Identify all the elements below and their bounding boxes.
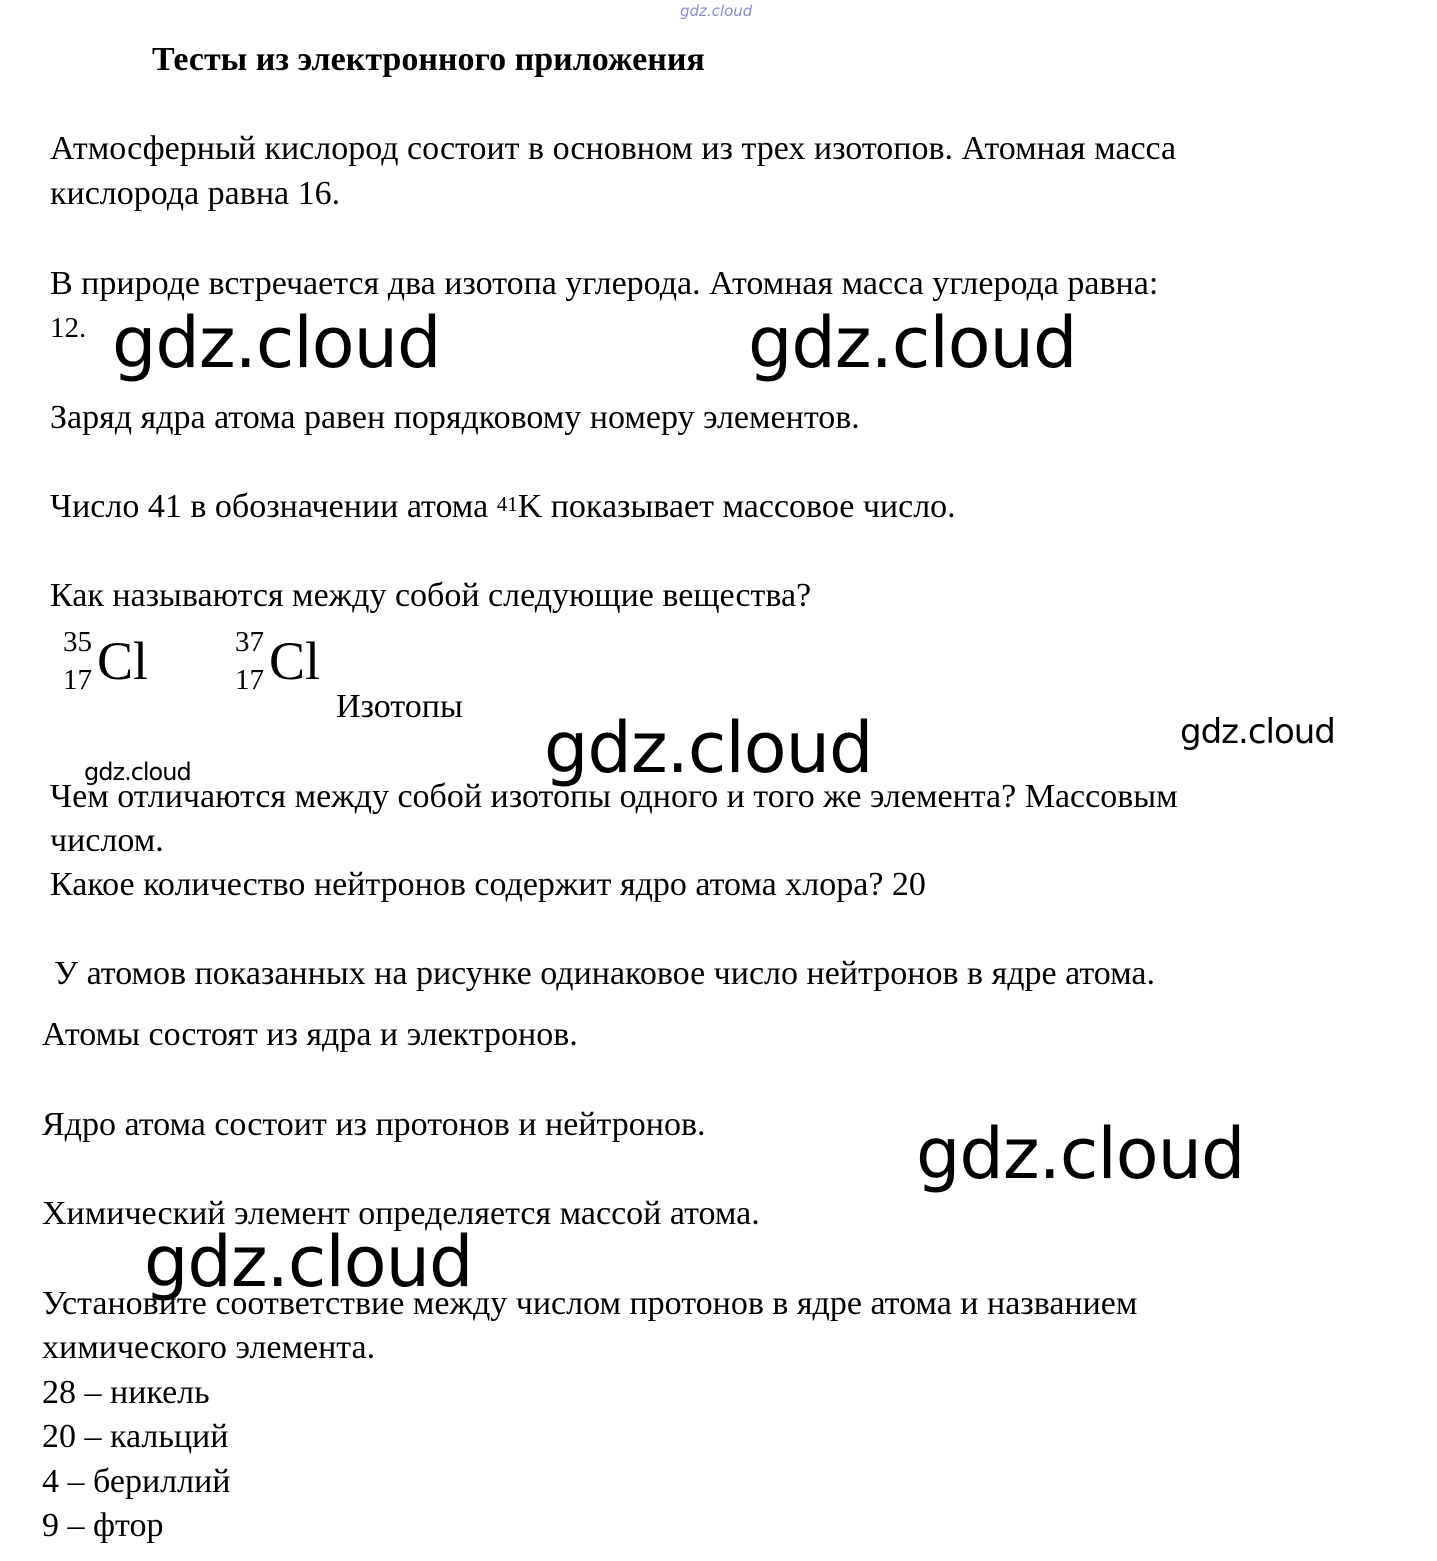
- watermark: gdz.cloud: [544, 707, 873, 789]
- isotope-symbol: Cl: [97, 631, 149, 691]
- watermark: gdz.cloud: [84, 758, 191, 786]
- text-line: Какое количество нейтронов содержит ядро атома хлора? 20: [50, 866, 926, 903]
- text-line: Как называются между собой следующие вещества?: [50, 577, 812, 614]
- isotope-atomic-number: 17: [235, 664, 264, 696]
- text-line: У атомов показанных на рисунке одинаковое число нейтронов в ядре атома.: [54, 955, 1155, 992]
- isotope-mass-number: 35: [63, 626, 92, 658]
- text-line: Чем отличаются между собой изотопы одного и того же элемента? Массовым: [50, 778, 1178, 815]
- isotope-symbol: Cl: [269, 631, 321, 691]
- isotope-mass-number: 37: [235, 626, 264, 658]
- text-line: 12.: [50, 312, 87, 344]
- text-line: кислорода равна 16.: [50, 175, 341, 212]
- isotope-notation: [63, 627, 203, 707]
- isotope-atomic-number: 17: [63, 664, 92, 696]
- text-line: 20 – кальций: [42, 1418, 229, 1455]
- text-line: химического элемента.: [42, 1329, 376, 1366]
- text-line: числом.: [50, 822, 164, 859]
- text-line: В природе встречается два изотопа углерода. Атомная масса углерода равна:: [50, 265, 1159, 302]
- text-line: Ядро атома состоит из протонов и нейтронов.: [42, 1106, 706, 1143]
- header-watermark: gdz.cloud: [680, 2, 753, 20]
- text-line: 28 – никель: [42, 1374, 210, 1411]
- text-line-with-superscript: [50, 484, 956, 533]
- watermark: gdz.cloud: [112, 302, 441, 384]
- text-line: Химический элемент определяется массой атома.: [42, 1195, 760, 1232]
- text-line: Атмосферный кислород состоит в основном из трех изотопов. Атомная масса: [50, 130, 1177, 167]
- watermark: gdz.cloud: [748, 302, 1077, 384]
- superscript-mass-number: 41: [496, 492, 518, 516]
- watermark: gdz.cloud: [1180, 712, 1335, 752]
- text-line: Атомы состоят из ядра и электронов.: [42, 1016, 578, 1053]
- text-line: Заряд ядра атома равен порядковому номеру элементов.: [50, 399, 860, 436]
- text-line: 4 – бериллий: [42, 1463, 231, 1500]
- text-line: Изотопы: [336, 688, 463, 725]
- watermark: gdz.cloud: [916, 1113, 1245, 1195]
- text-line: 9 – фтор: [42, 1507, 164, 1544]
- page-title: Тесты из электронного приложения: [152, 41, 705, 78]
- text-segment: K показывает массовое число.: [517, 488, 956, 525]
- text-segment: Число 41 в обозначении атома: [50, 488, 497, 525]
- text-line: Установите соответствие между числом протонов в ядре атома и названием: [42, 1285, 1138, 1322]
- watermark: gdz.cloud: [144, 1221, 473, 1303]
